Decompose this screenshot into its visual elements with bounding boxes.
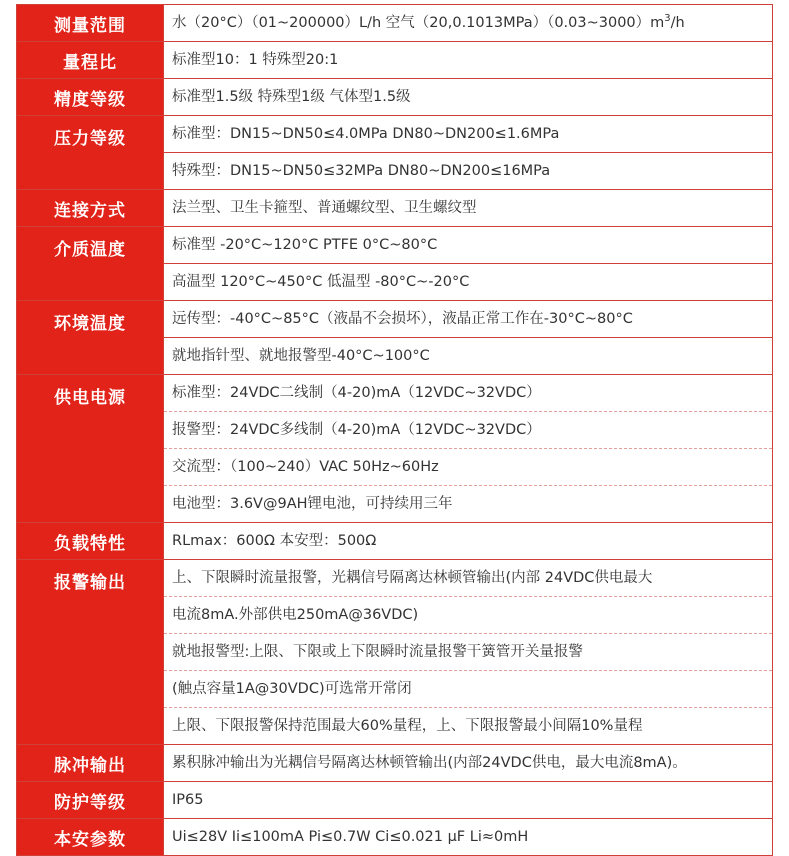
value-pulse-output xyxy=(164,745,773,782)
label-pressure: 压力等级 xyxy=(17,116,164,190)
value-intrinsic-safety xyxy=(164,819,773,856)
row-protection xyxy=(17,782,773,819)
value-pressure xyxy=(164,116,773,190)
range-ratio-text: 标准型10：1 特殊型20:1 xyxy=(172,52,339,68)
intrinsic-safety-text: Ui≤28V Ii≤100mA Pi≤0.7W Ci≤0.021 μF Li≈0mH xyxy=(172,829,529,845)
label-connection: 连接方式 xyxy=(17,190,164,227)
measure-range-unit: /h xyxy=(670,15,685,31)
label-accuracy: 精度等级 xyxy=(17,79,164,116)
row-measure-range xyxy=(17,5,773,42)
measure-range-text: 水（20°C）（01~200000）L/h 空气（20,0.1013MPa）（0.03~3000）m xyxy=(172,15,665,31)
value-range-ratio xyxy=(164,42,773,79)
label-ambient-temp: 环境温度 xyxy=(17,301,164,375)
alarm-output-line-3: 就地报警型:上限、下限或上下限瞬时流量报警干簧管开关量报警 xyxy=(164,633,772,670)
label-pulse-output: 脉冲输出 xyxy=(17,745,164,782)
alarm-output-line-5: 上限、下限报警保持范围最大60%量程，上、下限报警最小间隔10%量程 xyxy=(164,707,772,744)
power-ac: 交流型：（100~240）VAC 50Hz~60Hz xyxy=(164,448,772,485)
label-intrinsic-safety: 本安参数 xyxy=(17,819,164,856)
value-ambient-temp xyxy=(164,301,773,375)
value-measure-range xyxy=(164,5,773,42)
value-alarm-output xyxy=(164,560,773,745)
protection-text: IP65 xyxy=(172,792,204,808)
label-medium-temp: 介质温度 xyxy=(17,227,164,301)
row-range-ratio xyxy=(17,42,773,79)
label-alarm-output: 报警输出 xyxy=(17,560,164,745)
value-medium-temp xyxy=(164,227,773,301)
value-load xyxy=(164,523,773,560)
row-ambient-temp xyxy=(17,301,773,375)
value-protection xyxy=(164,782,773,819)
label-measure-range: 测量范围 xyxy=(17,5,164,42)
row-pressure xyxy=(17,116,773,190)
alarm-output-line-4: (触点容量1A@30VDC)可选常开常闭 xyxy=(164,670,772,707)
spec-table xyxy=(16,4,773,856)
pulse-output-text: 累积脉冲输出为光耦信号隔离达林顿管输出(内部24VDC供电，最大电流8mA)。 xyxy=(172,755,687,771)
medium-temp-high-low: 高温型 120°C~450°C 低温型 -80°C~-20°C xyxy=(164,263,772,300)
row-power xyxy=(17,375,773,523)
connection-text: 法兰型、卫生卡箍型、普通螺纹型、卫生螺纹型 xyxy=(172,200,477,216)
alarm-output-line-2: 电流8mA.外部供电250mA@36VDC) xyxy=(164,596,772,633)
alarm-output-line-1: 上、下限瞬时流量报警，光耦信号隔离达林顿管输出(内部 24VDC供电最大 xyxy=(172,570,653,586)
row-alarm-output xyxy=(17,560,773,745)
value-power xyxy=(164,375,773,523)
label-range-ratio: 量程比 xyxy=(17,42,164,79)
label-power: 供电电源 xyxy=(17,375,164,523)
pressure-standard: 标准型：DN15~DN50≤4.0MPa DN80~DN200≤1.6MPa xyxy=(172,126,560,142)
value-connection xyxy=(164,190,773,227)
ambient-temp-local: 就地指针型、就地报警型-40°C~100°C xyxy=(164,337,772,374)
label-protection: 防护等级 xyxy=(17,782,164,819)
ambient-temp-remote: 远传型：-40°C~85°C（液晶不会损坏），液晶正常工作在-30°C~80°C xyxy=(172,311,633,327)
power-alarm: 报警型：24VDC多线制（4-20)mA（12VDC~32VDC） xyxy=(164,411,772,448)
accuracy-text: 标准型1.5级 特殊型1级 气体型1.5级 xyxy=(172,89,411,105)
power-standard: 标准型：24VDC二线制（4-20)mA（12VDC~32VDC） xyxy=(172,385,541,401)
row-connection xyxy=(17,190,773,227)
medium-temp-standard: 标准型 -20°C~120°C PTFE 0°C~80°C xyxy=(172,237,438,253)
pressure-special: 特殊型：DN15~DN50≤32MPa DN80~DN200≤16MPa xyxy=(164,152,772,189)
power-battery: 电池型：3.6V@9AH锂电池，可持续用三年 xyxy=(164,485,772,522)
cubic-superscript: 3 xyxy=(664,13,671,25)
row-intrinsic-safety xyxy=(17,819,773,856)
row-load xyxy=(17,523,773,560)
load-text: RLmax：600Ω 本安型：500Ω xyxy=(172,533,377,549)
row-accuracy xyxy=(17,79,773,116)
row-medium-temp xyxy=(17,227,773,301)
value-accuracy xyxy=(164,79,773,116)
row-pulse-output xyxy=(17,745,773,782)
label-load: 负载特性 xyxy=(17,523,164,560)
